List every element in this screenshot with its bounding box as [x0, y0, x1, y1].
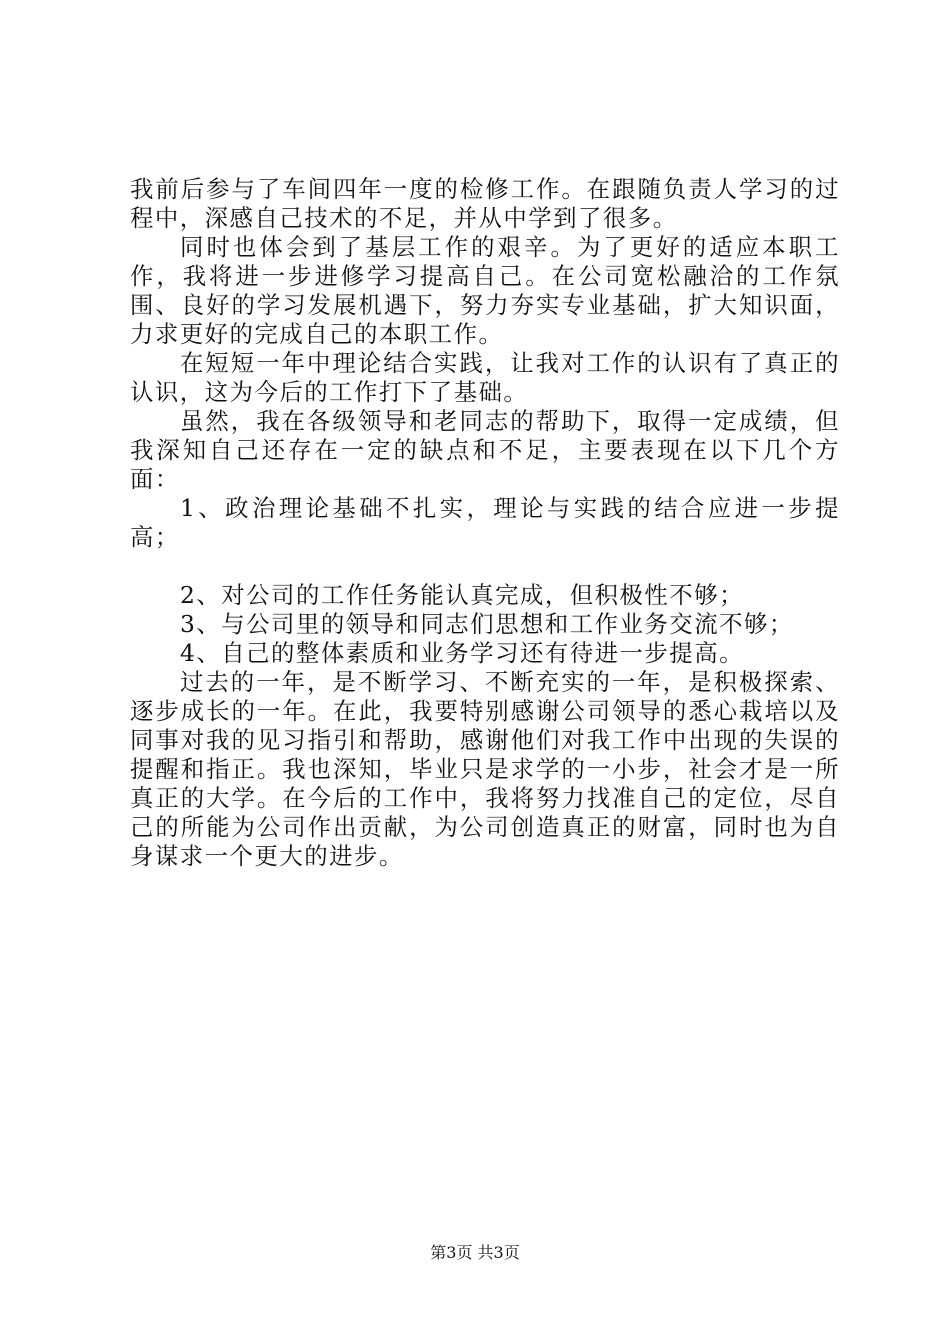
list-item-3: 3、与公司里的领导和同志们思想和工作业务交流不够；: [180, 610, 794, 638]
paragraph-hardship: 同时也体会到了基层工作的艰辛。为了更好的适应本职工作，我将进一步进修学习提高自己。在公司宽松融洽的工作氛围、良好的学习发展机遇下，努力夯实专业基础，扩大知识面，力求更好的完成自己的本职工作。: [130, 233, 840, 348]
document-body: [130, 175, 840, 871]
paragraph-conclusion: 过去的一年，是不断学习、不断充实的一年，是积极探索、逐步成长的一年。在此，我要特别感谢公司领导的悉心栽培以及同事对我的见习指引和帮助，感谢他们对我工作中出现的失误的提醒和指正。我也深知，毕业只是求学的一小步，社会才是一所真正的大学。在今后的工作中，我将努力找准自己的定位，尽自己的所能为公司作出贡献，为公司创造真正的财富，同时也为自身谋求一个更大的进步。: [130, 668, 840, 870]
page-footer: 第3页 共3页: [430, 1243, 520, 1262]
list-item-2: 2、对公司的工作任务能认真完成，但积极性不够；: [180, 581, 744, 609]
paragraph-shortcomings-intro: 虽然，我在各级领导和老同志的帮助下，取得一定成绩，但我深知自己还存在一定的缺点和不足，主要表现在以下几个方面：: [130, 407, 840, 493]
paragraph-continuation: 我前后参与了车间四年一度的检修工作。在跟随负责人学习的过程中，深感自己技术的不足，并从中学到了很多。: [130, 175, 840, 232]
list-item-4: 4、自己的整体素质和业务学习还有待进一步提高。: [180, 639, 744, 667]
list-item-1: 1、政治理论基础不扎实，理论与实践的结合应进一步提高；: [130, 494, 840, 551]
paragraph-theory-practice: 在短短一年中理论结合实践，让我对工作的认识有了真正的认识，这为今后的工作打下了基础。: [130, 349, 840, 406]
